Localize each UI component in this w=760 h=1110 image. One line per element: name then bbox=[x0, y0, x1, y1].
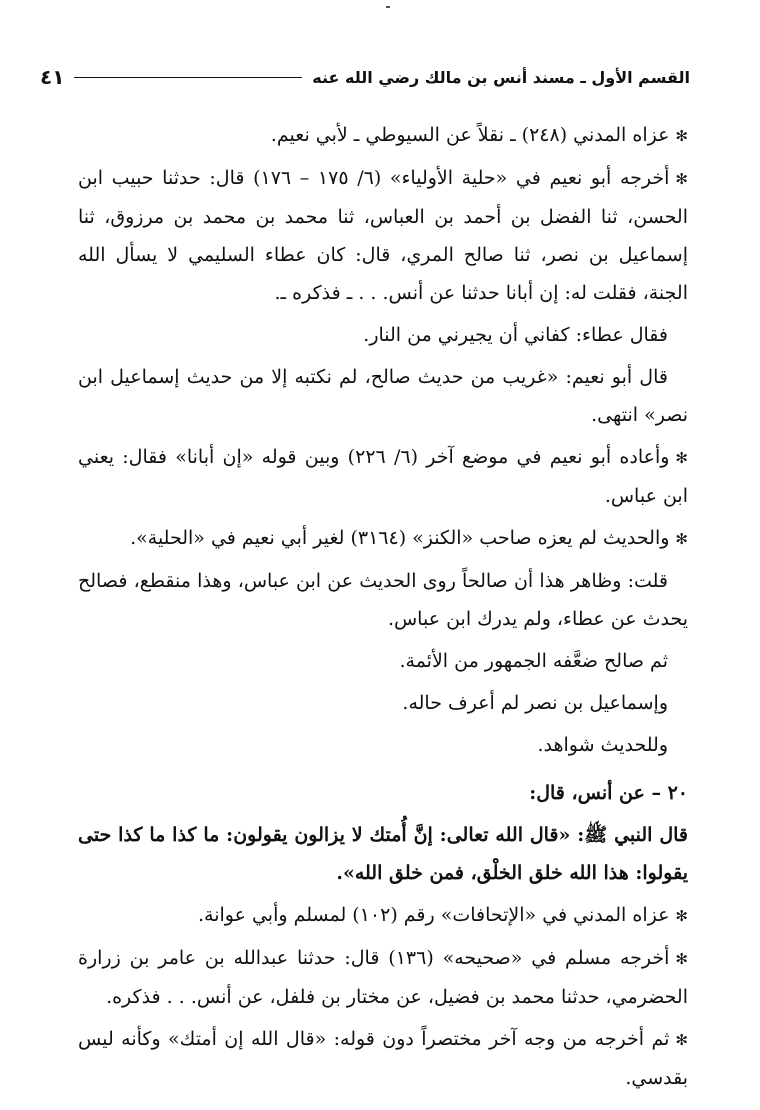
paragraph: وللحديث شواهد. bbox=[537, 734, 668, 756]
paragraph: ✻ عزاه المدني (٢٤٨) ـ نقلاً عن السيوطي ـ لأبي نعيم. bbox=[78, 116, 688, 155]
hadith-text: قال النبي ﷺ: «قال الله تعالى: إنَّ أُمتك لا يزالون يقولون: ما كذا ما كذا حتى يقولوا: هذا الله خلق الخلْق، فمن خلق الله». bbox=[78, 824, 688, 884]
running-title: القسم الأول ـ مسند أنس بن مالك رضي الله عنه bbox=[312, 67, 690, 87]
paragraph: قال أبو نعيم: «غريب من حديث صالح، لم نكتبه إلا من حديث إسماعيل ابن نصر» انتهى. bbox=[78, 366, 688, 426]
paragraph: ✻ أخرجه أبو نعيم في «حلية الأولياء» (٦/ ١٧٥ – ١٧٦) قال: حدثنا حبيب ابن الحسن، ثنا الفضل بن أحمد بن العباس، ثنا محمد بن محمد بن مرزوق، ثنا إسماعيل بن نصر، ثنا صالح المري، قال: كان عطاء السليمي لا يسأل الله الجنة، فقلت له: إن أبانا حدثنا عن أنس. . . ـ فذكره ـ. bbox=[78, 159, 688, 312]
paragraph: ✻ عزاه المدني في «الإتحافات» رقم (١٠٢) لمسلم وأبي عوانة. bbox=[78, 896, 688, 935]
body-text bbox=[78, 116, 688, 1101]
paragraph: ✻ ثم أخرجه من وجه آخر مختصراً دون قوله: «قال الله إن أمتك» وكأنه ليس بقدسي. bbox=[78, 1020, 688, 1097]
page-number: ٤١ bbox=[40, 65, 65, 89]
paragraph: ✻ وأعاده أبو نعيم في موضع آخر (٦/ ٢٢٦) وبين قوله «إن أبانا» فقال: يعني ابن عباس. bbox=[78, 438, 688, 515]
page-header bbox=[40, 62, 690, 92]
scan-mark bbox=[386, 6, 390, 8]
paragraph: وإسماعيل بن نصر لم أعرف حاله. bbox=[402, 692, 668, 714]
paragraph: ثم صالح ضعَّفه الجمهور من الأئمة. bbox=[399, 650, 668, 672]
paragraph: ✻ أخرجه مسلم في «صحيحه» (١٣٦) قال: حدثنا عبدالله بن عامر بن زرارة الحضرمي، حدثنا محمد بن فضيل، عن مختار بن فلفل، عن أنس. . . فذكره. bbox=[78, 939, 688, 1016]
paragraph: قلت: وظاهر هذا أن صالحاً روى الحديث عن ابن عباس، وهذا منقطع، فصالح يحدث عن عطاء، ولم يدرك ابن عباس. bbox=[78, 570, 688, 630]
paragraph: ✻ والحديث لم يعزه صاحب «الكنز» (٣١٦٤) لغير أبي نعيم في «الحلية». bbox=[78, 519, 688, 558]
header-rule bbox=[74, 77, 302, 78]
hadith-heading: ٢٠ – عن أنس، قال: bbox=[529, 782, 688, 804]
paragraph: فقال عطاء: كفاني أن يجيرني من النار. bbox=[363, 324, 668, 346]
